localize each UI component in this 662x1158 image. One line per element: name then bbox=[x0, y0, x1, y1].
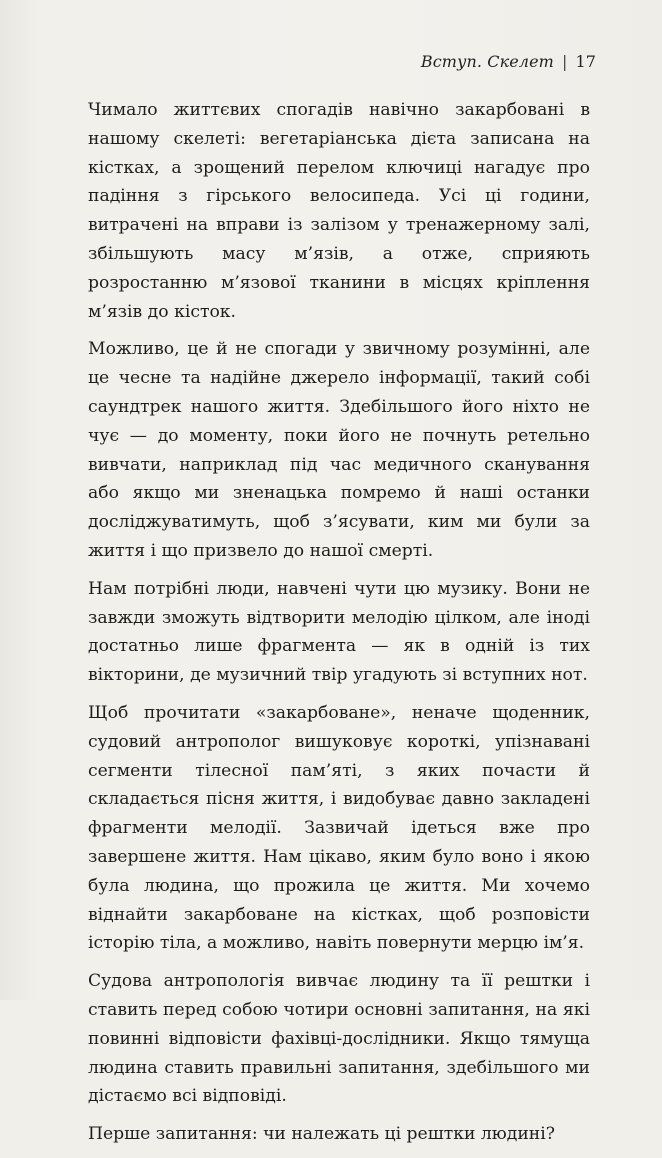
paragraph: Чимало життєвих спогадів навічно закарбовані в нашому скелеті: вегетаріанська дієта записана на кістках, а зрощений перелом ключиці нагадує про падіння з гірського велосипеда. Усі ці години, витрачені на вправи із залізом у тренажерному залі, збільшують масу м’язів, а отже, сприяють розростанню м’язової тканини в місцях кріплення м’язів до кісток. bbox=[88, 100, 590, 322]
body-text bbox=[88, 96, 590, 1158]
chapter-title: Вступ. Скелет bbox=[420, 52, 554, 71]
header-separator: | bbox=[561, 52, 568, 71]
paragraph: Перше запитання: чи належать ці рештки людині? bbox=[88, 1124, 555, 1145]
running-header bbox=[421, 52, 596, 71]
paragraph: Можливо, це й не спогади у звичному розумінні, але це чесне та надійне джерело інформації, такий собі саундтрек нашого життя. Здебільшого його ніхто не чує — до моменту, поки його не почнуть ретельно вивчати, наприклад під час медичного сканування або якщо ми зненацька помремо й наші останки досліджуватимуть, щоб з’ясувати, ким ми були за життя і що призвело до нашої смерті. bbox=[88, 339, 590, 561]
paragraph: Щоб прочитати «закарбоване», неначе щоденник, судовий антрополог вишуковує короткі, упізнавані сегменти тілесної пам’яті, з яких почасти й складається пісня життя, і видобуває давно закладені фрагменти мелодії. Зазвичай ідеться вже про завершене життя. Нам цікаво, яким було воно і якою була людина, що прожила це життя. Ми хочемо віднайти закарбоване на кістках, щоб розповісти історію тіла, а можливо, навіть повернути мерцю ім’я. bbox=[88, 702, 590, 954]
paragraph: Судова антропологія вивчає людину та її рештки і ставить перед собою чотири основні запитання, на які повинні відповісти фахівці-дослідники. Якщо тямуща людина ставить правильні запитання, здебільшого ми дістаємо всі відповіді. bbox=[88, 971, 590, 1107]
paragraph: Нам потрібні люди, навчені чути цю музику. Вони не завжди зможуть відтворити мелодію цілком, але іноді достатньо лише фрагмента — як в одній із тих вікторини, де музичний твір угадують зі вступних нот. bbox=[88, 578, 590, 686]
page-number: 17 bbox=[575, 52, 596, 71]
